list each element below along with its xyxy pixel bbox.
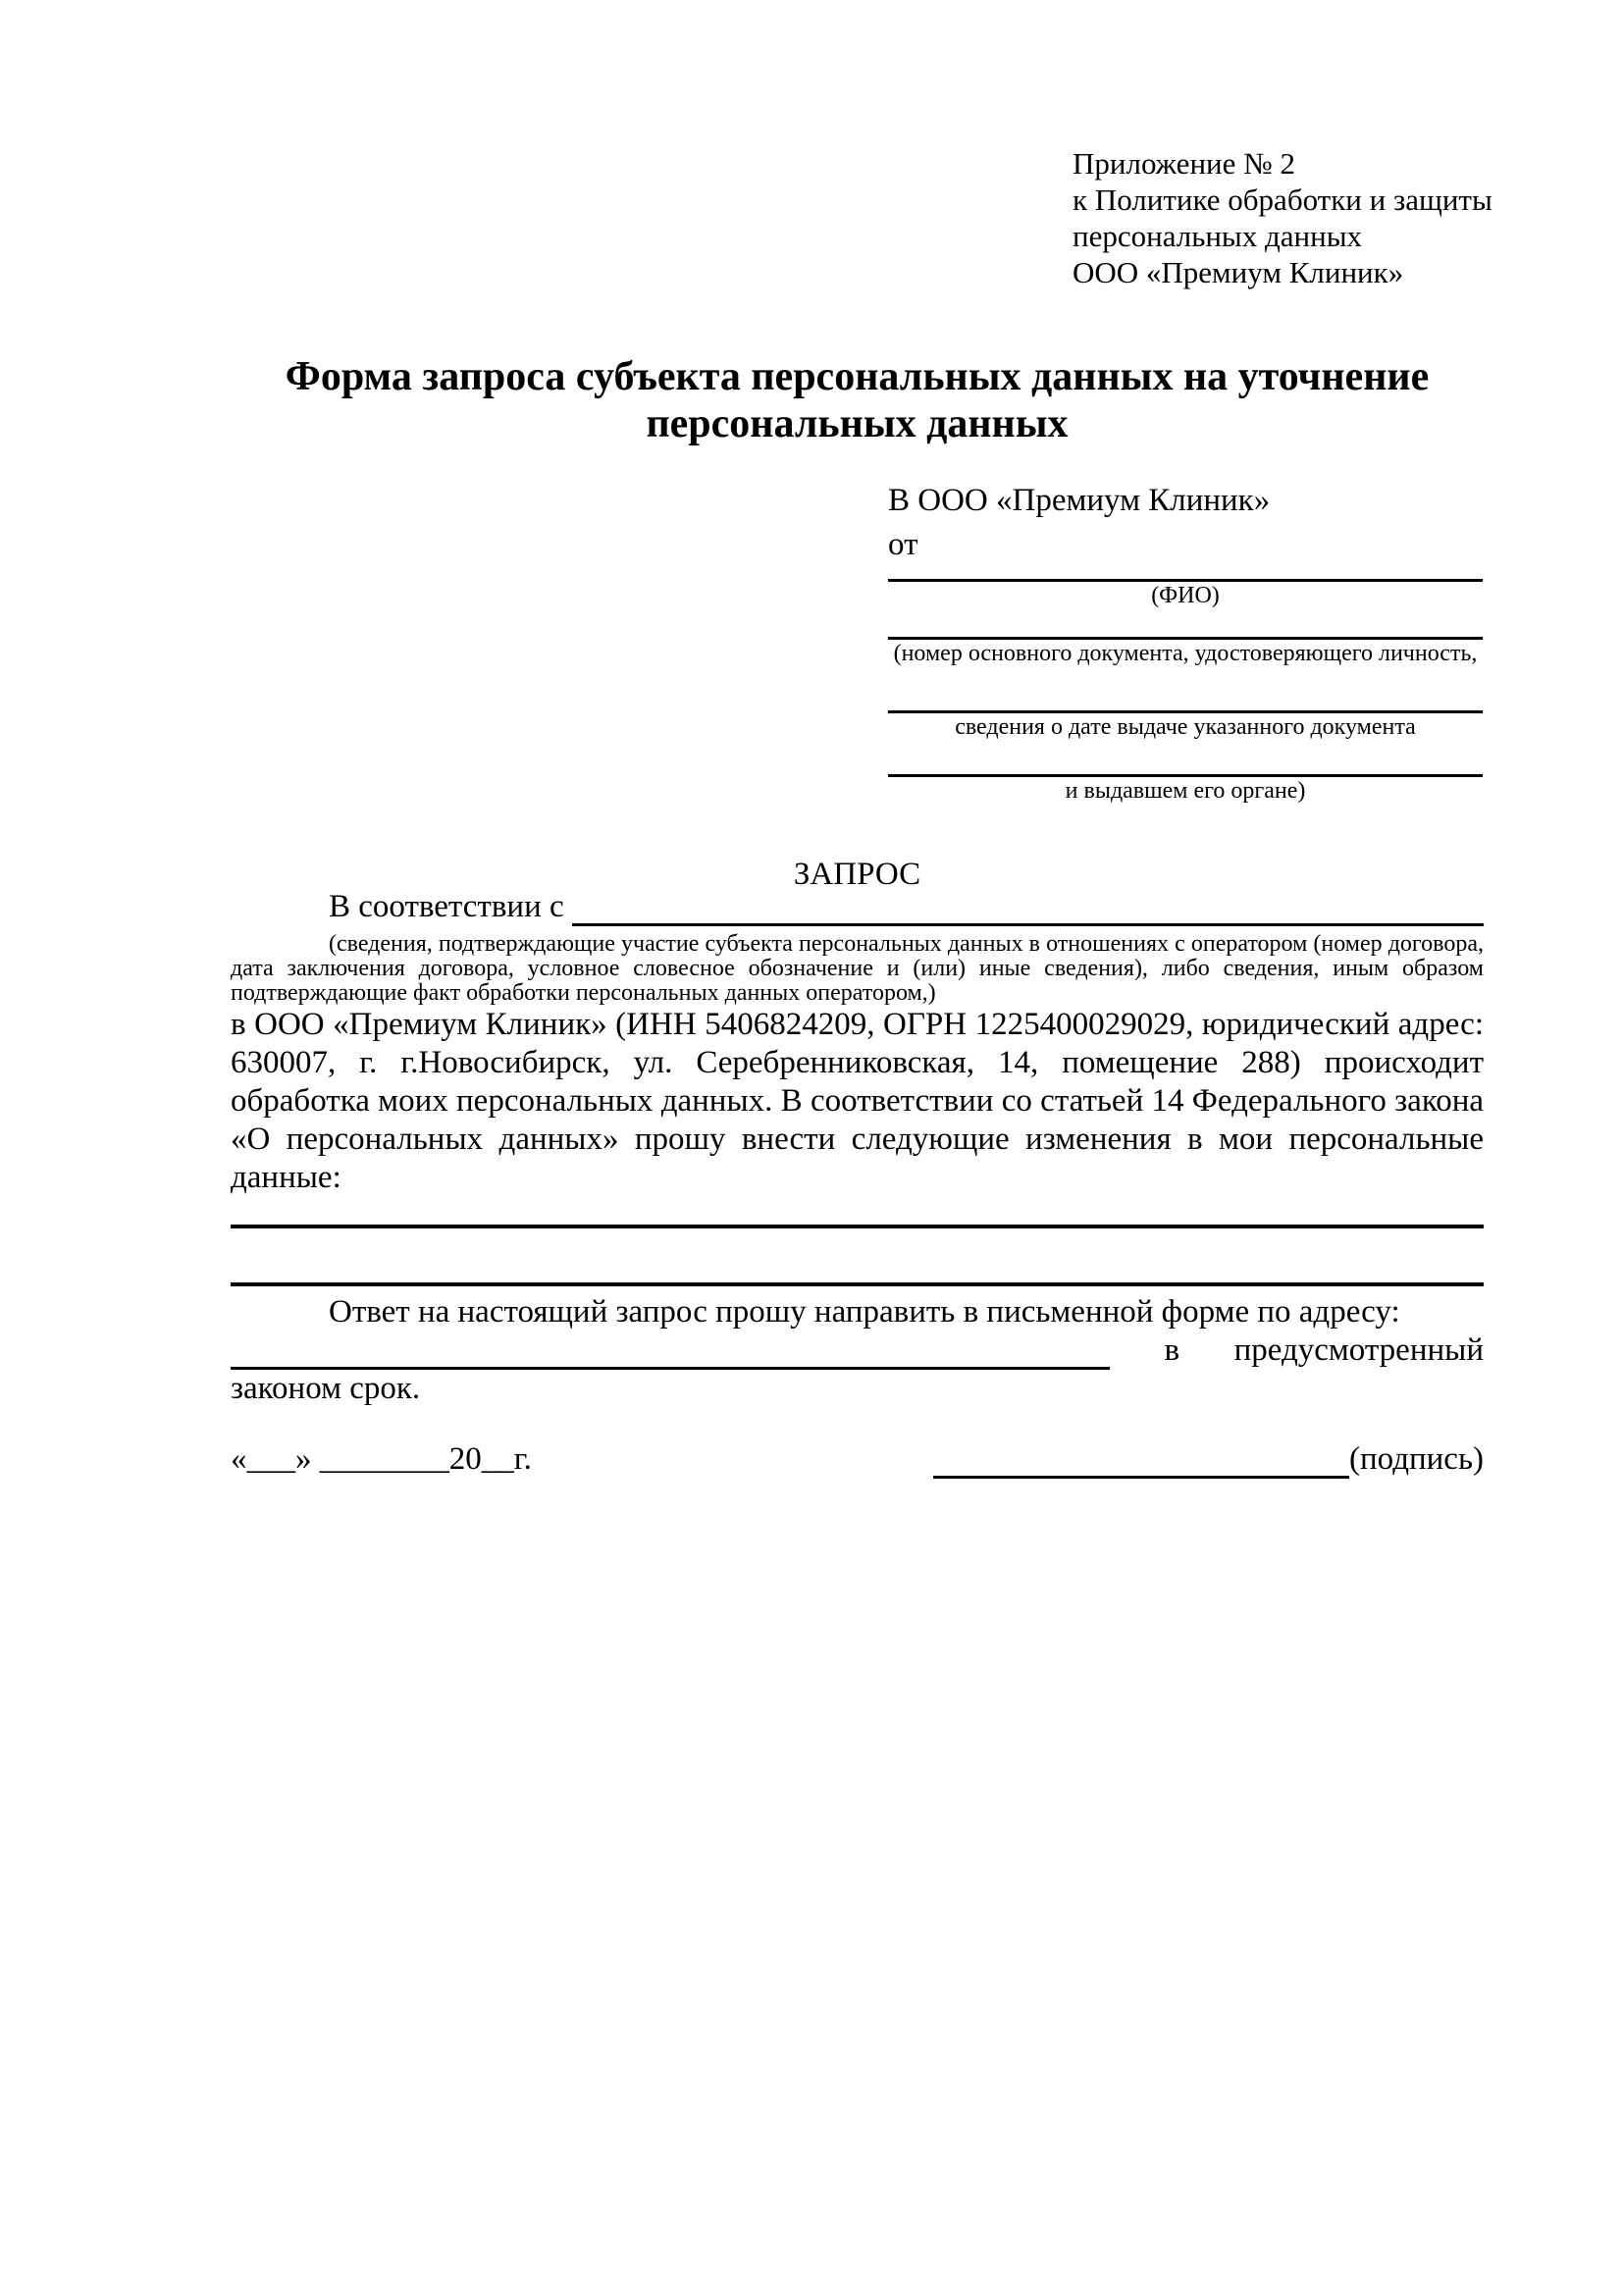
- response-line1: Ответ на настоящий запрос прошу направить в письменной форме по адресу:: [329, 1294, 1400, 1330]
- appendix-line: ООО «Премиум Клиник»: [1073, 255, 1404, 289]
- intro-caption: (сведения, подтверждающие участие субъекта персональных данных в отношениях с оператором (номер договора, дата заключения договора, условное словесное обозначение и (или) иные сведения), либо сведения, иным образом подтверждающие факт обработки персональных данных оператором,): [231, 931, 1484, 1006]
- response-word1: в: [1164, 1332, 1180, 1368]
- date-placeholder: «___» ________20__г.: [231, 1441, 532, 1477]
- intro-text: В соответствии с: [329, 889, 572, 924]
- appendix-block: [1073, 145, 1494, 290]
- addressee-block: [888, 479, 1483, 805]
- signature-group: [933, 1440, 1484, 1479]
- issuing-authority-fill-line: [888, 741, 1483, 777]
- footer-row: [231, 1440, 1484, 1479]
- issuing-authority-caption: и выдавшем его органе): [1065, 778, 1306, 804]
- changes-fill-line-2: [231, 1282, 1484, 1286]
- address-fill-line: [231, 1359, 1110, 1370]
- body-paragraph: в ООО «Премиум Клиник» (ИНН 5406824209, ОГРН 1225400029029, юридический адрес: 630007, г. г.Новосибирск, ул. Серебренниковская, 14, помещение 288) происходит обработка моих персональных данных. В соответствии со статьей 14 Федерального закона «О персональных данных» прошу внести следующие изменения в мои персональные данные:: [231, 1007, 1484, 1195]
- changes-fill-line-1: [231, 1225, 1484, 1228]
- appendix-line: к Политике обработки и защиты: [1073, 183, 1492, 217]
- response-line2: [231, 1331, 1484, 1370]
- response-word2: предусмотренный: [1233, 1332, 1484, 1368]
- signature-fill-line: [933, 1468, 1349, 1479]
- fio-fill-line: [888, 567, 1483, 582]
- request-heading: ЗАПРОС: [793, 857, 921, 892]
- appendix-line: персональных данных: [1073, 219, 1363, 253]
- issue-date-caption: сведения о дате выдаче указанного документа: [955, 714, 1416, 740]
- signature-caption: (подпись): [1349, 1441, 1484, 1477]
- document-title: Форма запроса субъекта персональных данных на уточнение персональных данных: [285, 354, 1430, 446]
- appendix-line: Приложение № 2: [1073, 146, 1295, 181]
- issue-date-fill-line: [888, 667, 1483, 713]
- intro-line: [231, 888, 1484, 926]
- addressee-to: В ООО «Премиум Клиник»: [888, 483, 1271, 518]
- basis-fill-line: [572, 915, 1484, 926]
- addressee-from: от: [888, 527, 918, 562]
- document-number-caption: (номер основного документа, удостоверяющего личность,: [893, 641, 1478, 666]
- fio-caption: (ФИО): [1151, 583, 1220, 608]
- document-number-fill-line: [888, 609, 1483, 640]
- response-paragraph: [231, 1293, 1484, 1408]
- response-line3: законом срок.: [231, 1371, 421, 1406]
